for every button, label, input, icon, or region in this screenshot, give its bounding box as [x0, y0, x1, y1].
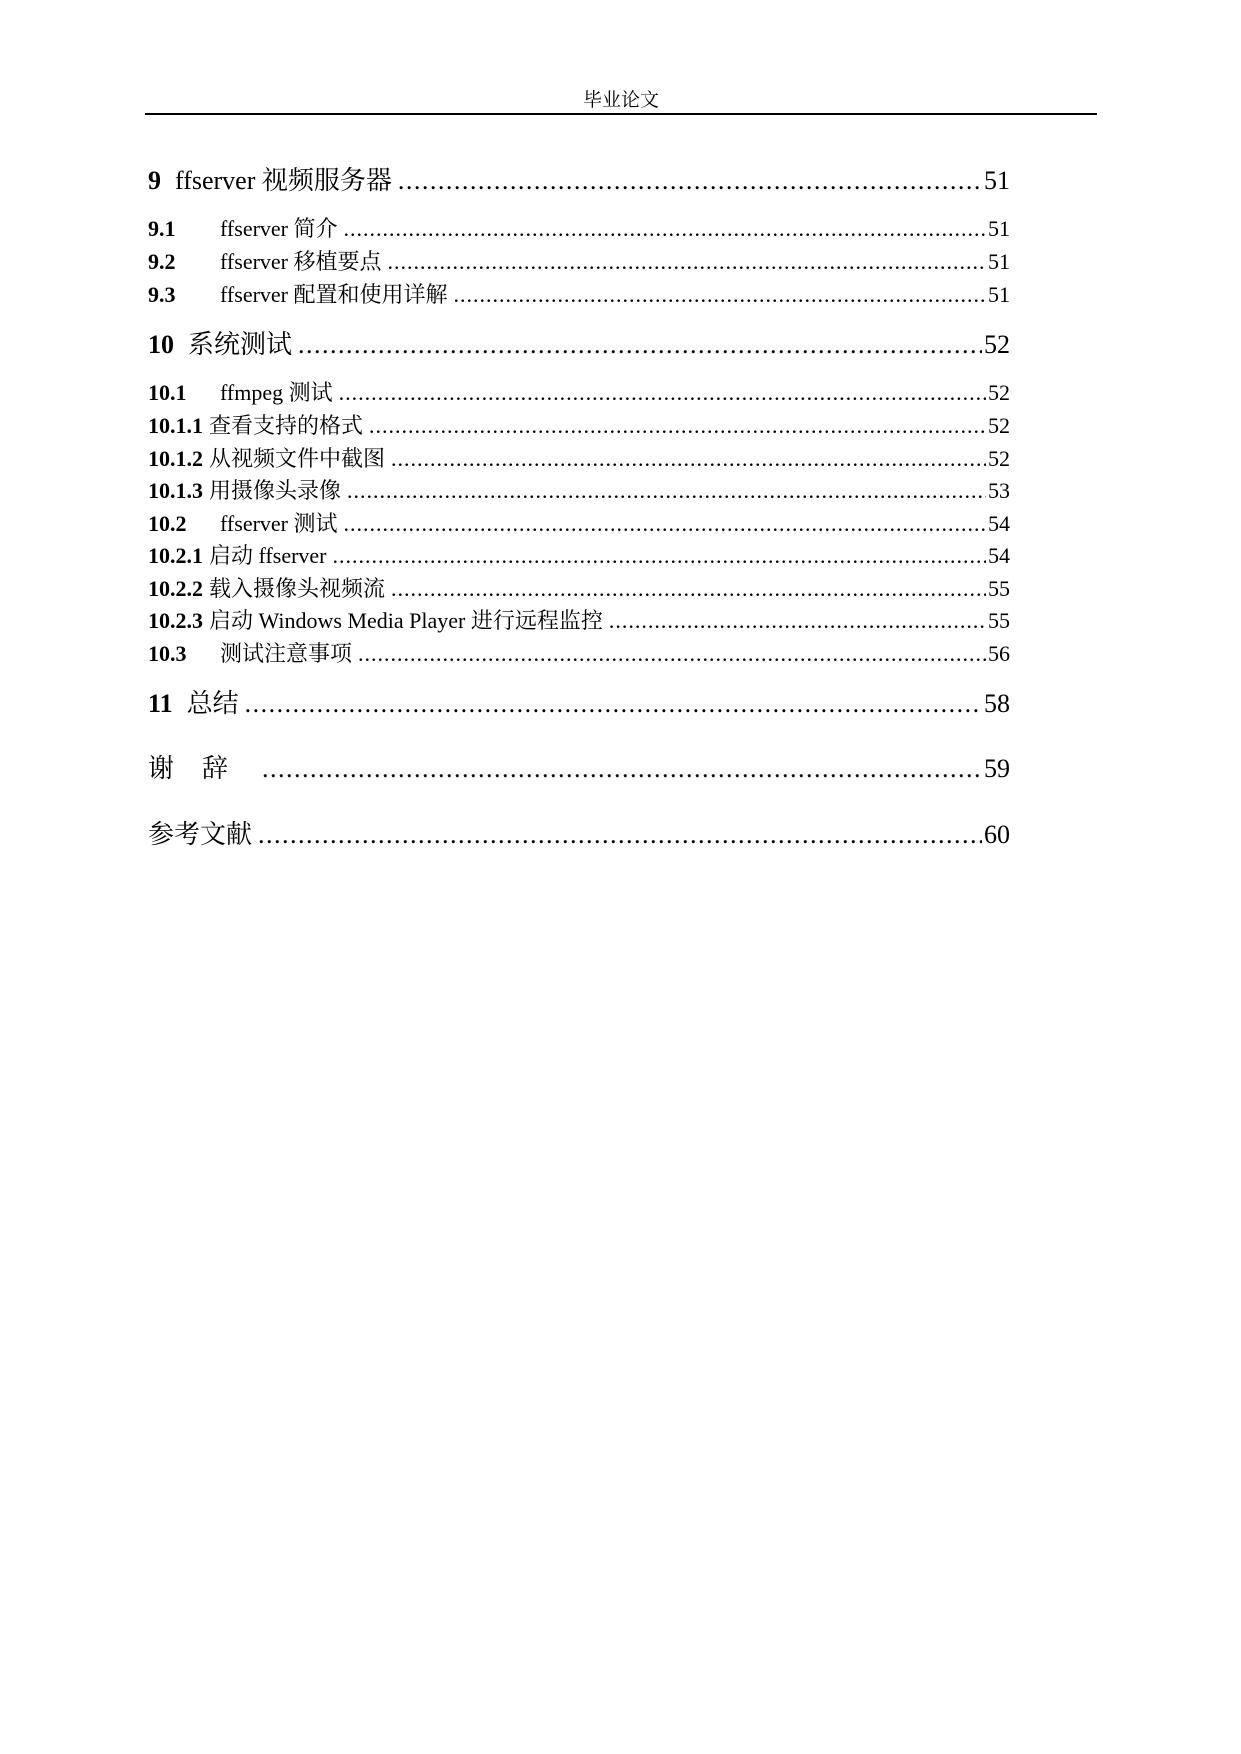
toc-page-number: 51	[988, 216, 1010, 241]
toc-dot-leader	[347, 476, 986, 506]
toc-dot-leader	[369, 411, 986, 441]
toc-title: ffmpeg 测试	[220, 380, 333, 405]
toc-page-number: 55	[988, 608, 1010, 633]
toc-dot-leader	[398, 161, 982, 201]
toc-dot-leader	[388, 247, 987, 277]
toc-entry-chapter-9[interactable]	[148, 161, 1010, 201]
toc-number: 10.1.2	[148, 446, 203, 471]
toc-page-number: 52	[988, 446, 1010, 471]
toc-dot-leader	[609, 606, 986, 636]
toc-page-number: 52	[988, 413, 1010, 438]
toc-number: 10.1.3	[148, 478, 203, 503]
toc-number: 9.2	[148, 249, 176, 274]
toc-title: 测试注意事项	[220, 641, 353, 666]
toc-number: 10.1	[148, 380, 187, 405]
toc-dot-leader	[391, 574, 986, 604]
toc-number: 9	[148, 166, 161, 195]
toc-entry-subsection-10-1-3[interactable]	[148, 476, 1010, 506]
toc-title: ffserver 简介	[220, 216, 338, 241]
toc-page-number: 51	[984, 166, 1010, 195]
toc-number: 10.2.3	[148, 608, 203, 633]
toc-dot-leader	[258, 815, 982, 855]
toc-title: 参考文献	[148, 820, 253, 849]
toc-entry-section-9-2[interactable]	[148, 247, 1010, 277]
toc-dot-leader	[298, 325, 982, 365]
toc-dot-leader	[344, 509, 987, 539]
toc-dot-leader	[245, 684, 982, 724]
toc-entry-section-10-1[interactable]	[148, 378, 1010, 408]
toc-page-number: 52	[988, 380, 1010, 405]
toc-title: ffserver 测试	[220, 511, 338, 536]
toc-number: 9.3	[148, 282, 176, 307]
toc-page-number: 51	[988, 249, 1010, 274]
toc-page-number: 51	[988, 282, 1010, 307]
toc-entry-chapter-10[interactable]	[148, 325, 1010, 365]
toc-dot-leader	[262, 749, 982, 789]
toc-number: 10.2.1	[148, 543, 203, 568]
toc-page-number: 59	[984, 754, 1010, 783]
toc-dot-leader	[454, 280, 987, 310]
toc-title: ffserver 配置和使用详解	[220, 282, 448, 307]
toc-title: ffserver 视频服务器	[175, 166, 392, 195]
toc-entry-subsection-10-1-1[interactable]	[148, 411, 1010, 441]
toc-entry-subsection-10-2-3[interactable]	[148, 606, 1010, 636]
toc-entry-section-9-1[interactable]	[148, 214, 1010, 244]
toc-title: 用摄像头录像	[209, 478, 342, 503]
toc-dot-leader	[344, 214, 987, 244]
toc-title: 谢辞	[148, 754, 257, 783]
toc-entry-subsection-10-1-2[interactable]	[148, 444, 1010, 474]
toc-dot-leader	[391, 444, 986, 474]
toc-entry-section-9-3[interactable]	[148, 280, 1010, 310]
toc-number: 11	[148, 689, 173, 718]
toc-dot-leader	[358, 639, 986, 669]
toc-title: ffserver 移植要点	[220, 249, 382, 274]
toc-entry-section-10-3[interactable]	[148, 639, 1010, 669]
page-header-title: 毕业论文	[582, 90, 659, 111]
toc-page-number: 54	[988, 543, 1010, 568]
toc-title: 系统测试	[188, 330, 293, 359]
toc-number: 10.3	[148, 641, 187, 666]
toc-page-number: 60	[984, 820, 1010, 849]
toc-page-number: 53	[988, 478, 1010, 503]
toc-title: 从视频文件中截图	[209, 446, 386, 471]
toc-page-number: 56	[988, 641, 1010, 666]
toc-title: 启动 Windows Media Player 进行远程监控	[209, 608, 603, 633]
toc-number: 10	[148, 330, 174, 359]
table-of-contents	[148, 0, 1010, 900]
toc-entry-subsection-10-2-1[interactable]	[148, 541, 1010, 571]
toc-title: 查看支持的格式	[209, 413, 364, 438]
toc-number: 9.1	[148, 216, 176, 241]
toc-entry-acknowledgements[interactable]	[148, 749, 1010, 789]
toc-number: 10.2.2	[148, 576, 203, 601]
toc-page-number: 55	[988, 576, 1010, 601]
toc-entry-subsection-10-2-2[interactable]	[148, 574, 1010, 604]
toc-number: 10.1.1	[148, 413, 203, 438]
toc-dot-leader	[333, 541, 987, 571]
toc-number: 10.2	[148, 511, 187, 536]
toc-title: 启动 ffserver	[209, 543, 327, 568]
toc-title: 载入摄像头视频流	[209, 576, 386, 601]
toc-dot-leader	[339, 378, 986, 408]
toc-page-number: 54	[988, 511, 1010, 536]
toc-title: 总结	[186, 689, 239, 718]
toc-page-number: 58	[984, 689, 1010, 718]
toc-page-number: 52	[984, 330, 1010, 359]
toc-entry-section-10-2[interactable]	[148, 509, 1010, 539]
toc-entry-references[interactable]	[148, 815, 1010, 855]
toc-entry-chapter-11[interactable]	[148, 684, 1010, 724]
